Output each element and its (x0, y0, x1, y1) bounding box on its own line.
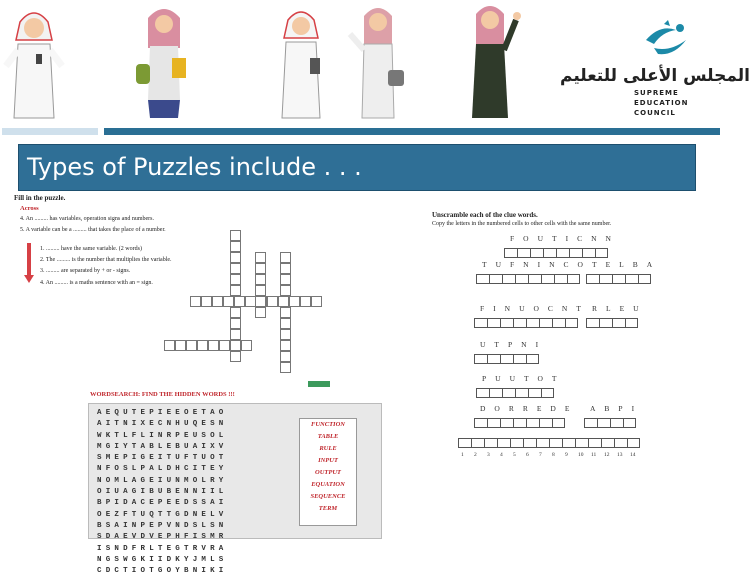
wordsearch-row: OEZFTUQTTGDNELV (97, 510, 228, 519)
crossword-heading: Fill in the puzzle. (14, 194, 66, 202)
final-answer-number: 3 (487, 452, 490, 458)
slide-title-bar (18, 144, 696, 191)
crossword-cell (280, 285, 291, 296)
student-figure-boy-1 (0, 0, 68, 122)
crossword-cell (280, 318, 291, 329)
crossword-cell (255, 307, 266, 318)
final-answer-number: 13 (617, 452, 623, 458)
crossword-across-clue-1: 4. An ......... has variables, operation signs and numbers. (20, 216, 154, 222)
wordsearch-row: NOMLAGEIUNMOLRY (97, 476, 228, 485)
unscramble-heading: Unscramble each of the clue words. (432, 211, 538, 219)
student-figure-girl-2 (344, 0, 410, 122)
crossword-cell (230, 318, 241, 329)
wordsearch-row: SDAEVDVEPHFISMR (97, 533, 228, 542)
wordsearch-word: INPUT (318, 457, 338, 464)
unscramble-answer-cells[interactable] (586, 274, 651, 284)
wordsearch-word: SEQUENCE (310, 493, 346, 500)
crossword-cell (255, 285, 266, 296)
wordsearch-row: AITNIXECNHUQESN (97, 420, 228, 429)
unscramble-answer-cells[interactable] (474, 318, 578, 328)
wordsearch-row: WKTLFLINRPEUSOL (97, 431, 228, 440)
wordsearch-row: ISNDFRLTEGTRVRA (97, 544, 228, 553)
student-figure-girl-1 (136, 0, 192, 122)
crossword-cell (190, 296, 201, 307)
unscramble-answer-cells[interactable] (504, 248, 608, 258)
crossword-cell (230, 285, 241, 296)
down-arrow-icon (24, 243, 34, 283)
wordsearch-word: TERM (318, 505, 338, 512)
crossword-cell (311, 296, 322, 307)
unscramble-answer-cells[interactable] (584, 418, 636, 428)
final-answer-number: 11 (591, 452, 597, 458)
wordsearch-row: CDCTIOTGOYBNIKI (97, 567, 228, 576)
final-answer-number: 9 (565, 452, 568, 458)
unscramble-subheading: Copy the letters in the numbered cells to other cells with the same number. (432, 221, 612, 227)
final-answer-number: 6 (526, 452, 529, 458)
unscramble-answer-cells[interactable] (476, 388, 554, 398)
wordsearch-row: MGIYTABLEBUAIXV (97, 442, 228, 451)
crossword-cell (230, 351, 241, 362)
wordsearch-grid (97, 408, 228, 577)
wordsearch-row: BSAINPEPVNDSLSN (97, 521, 228, 530)
crossword-cell (255, 263, 266, 274)
crossword-cell (208, 340, 219, 351)
final-answer-number: 5 (513, 452, 516, 458)
wordsearch-row: BPIDACEPEEDSSAI (97, 499, 228, 508)
crossword-cell (280, 263, 291, 274)
crossword-cell (212, 296, 223, 307)
wordsearch-word: TABLE (317, 433, 339, 440)
final-answer-number: 4 (500, 452, 503, 458)
council-name-english: SUPREME EDUCATION COUNCIL (634, 89, 689, 117)
crossword-cell (255, 274, 266, 285)
slide-title: Types of Puzzles include . . . (27, 153, 362, 181)
crossword-cell (280, 274, 291, 285)
unscramble-letters: ABPI (590, 404, 644, 413)
crossword-cell (267, 296, 278, 307)
unscramble-answer-cells[interactable] (476, 274, 580, 284)
crossword-cell (241, 340, 252, 351)
crossword-cell (300, 296, 311, 307)
crossword-down-clue-4: 4. An ......... is a maths sentence with an = sign. (40, 280, 153, 286)
crossword-cell (230, 307, 241, 318)
wordsearch-panel (88, 403, 382, 576)
crossword-cell (230, 340, 241, 351)
crossword-cell (278, 296, 289, 307)
unscramble-letters: FINUOCNT (480, 304, 590, 313)
crossword-cell (234, 296, 245, 307)
final-answer-number: 7 (539, 452, 542, 458)
wordsearch-row: NFOSLPALDHCITEY (97, 465, 228, 474)
crossword-down-clue-2: 2. The ......... is the number that multiplies the variable. (40, 257, 172, 263)
crossword-cell (219, 340, 230, 351)
crossword-cell (280, 351, 291, 362)
crossword-cell (289, 296, 300, 307)
final-answer-number: 1 (461, 452, 464, 458)
wordsearch-word: OUTPUT (315, 469, 341, 476)
crossword-across-label: Across (20, 205, 39, 212)
council-name-arabic: المجلس الأعلى للتعليم (560, 66, 750, 86)
crossword-cell (280, 307, 291, 318)
final-answer-number: 10 (578, 452, 584, 458)
unscramble-letters: DORREDE (480, 404, 579, 413)
unscramble-answer-cells[interactable] (474, 354, 539, 364)
crossword-cell (230, 252, 241, 263)
crossword-down-clue-3: 3. ......... are separated by + or - signs. (40, 268, 131, 274)
crossword-cell (197, 340, 208, 351)
crossword-cell (280, 362, 291, 373)
unscramble-letters: TELBA (592, 260, 662, 269)
council-logo-icon (640, 18, 692, 60)
crossword-cell (175, 340, 186, 351)
wordsearch-row: OIUAGIBUBENNIIL (97, 488, 228, 497)
crossword-cell (255, 296, 266, 307)
wordsearch-row: NGSWGKIIDKYJMLS (97, 555, 228, 564)
unscramble-letters: RLEU (592, 304, 648, 313)
unscramble-answer-cells[interactable] (474, 418, 565, 428)
final-answer-number: 14 (630, 452, 636, 458)
unscramble-answer-cells[interactable] (586, 318, 638, 328)
wordsearch-word-list (299, 418, 357, 526)
crossword-cell (255, 252, 266, 263)
final-answer-number: 12 (604, 452, 610, 458)
header-divider-right (104, 128, 720, 135)
crossword-cell (223, 296, 234, 307)
crossword-page-marker (308, 381, 330, 387)
crossword-across-clue-2: 5. A variable can be a ......... that takes the place of a number. (20, 227, 166, 233)
crossword-cell (164, 340, 175, 351)
final-answer-number: 8 (552, 452, 555, 458)
final-answer-number: 2 (474, 452, 477, 458)
crossword-grid (160, 230, 310, 370)
wordsearch-word: EQUATION (311, 481, 345, 488)
crossword-cell (230, 241, 241, 252)
crossword-down-clue-1: 1. ......... have the same variable. (2 words) (40, 246, 142, 252)
crossword-cell (230, 263, 241, 274)
unscramble-letters: PUUTOT (482, 374, 566, 383)
wordsearch-word: FUNCTION (311, 421, 345, 428)
unscramble-letters: TUFNINCO (482, 260, 592, 269)
student-figure-boy-2 (270, 0, 332, 122)
crossword-cell (201, 296, 212, 307)
unscramble-letters: UTPNI (480, 340, 548, 349)
student-figure-girl-3 (462, 0, 524, 122)
unscramble-area (440, 230, 720, 470)
crossword-cell (280, 329, 291, 340)
wordsearch-row: SMEPIGEITUFTUOT (97, 454, 228, 463)
header-divider-left (2, 128, 98, 135)
crossword-cell (186, 340, 197, 351)
final-answer-cells[interactable] (458, 438, 640, 448)
crossword-cell (230, 274, 241, 285)
crossword-cell (230, 329, 241, 340)
crossword-cell (280, 340, 291, 351)
wordsearch-word: RULE (319, 445, 337, 452)
crossword-cell (280, 252, 291, 263)
wordsearch-row: AEQUTEPIEEOETAO (97, 409, 228, 417)
wordsearch-heading: WORDSEARCH: FIND THE HIDDEN WORDS !!! (90, 391, 235, 398)
crossword-cell (230, 230, 241, 241)
unscramble-letters: FOUTICNN (510, 234, 620, 243)
